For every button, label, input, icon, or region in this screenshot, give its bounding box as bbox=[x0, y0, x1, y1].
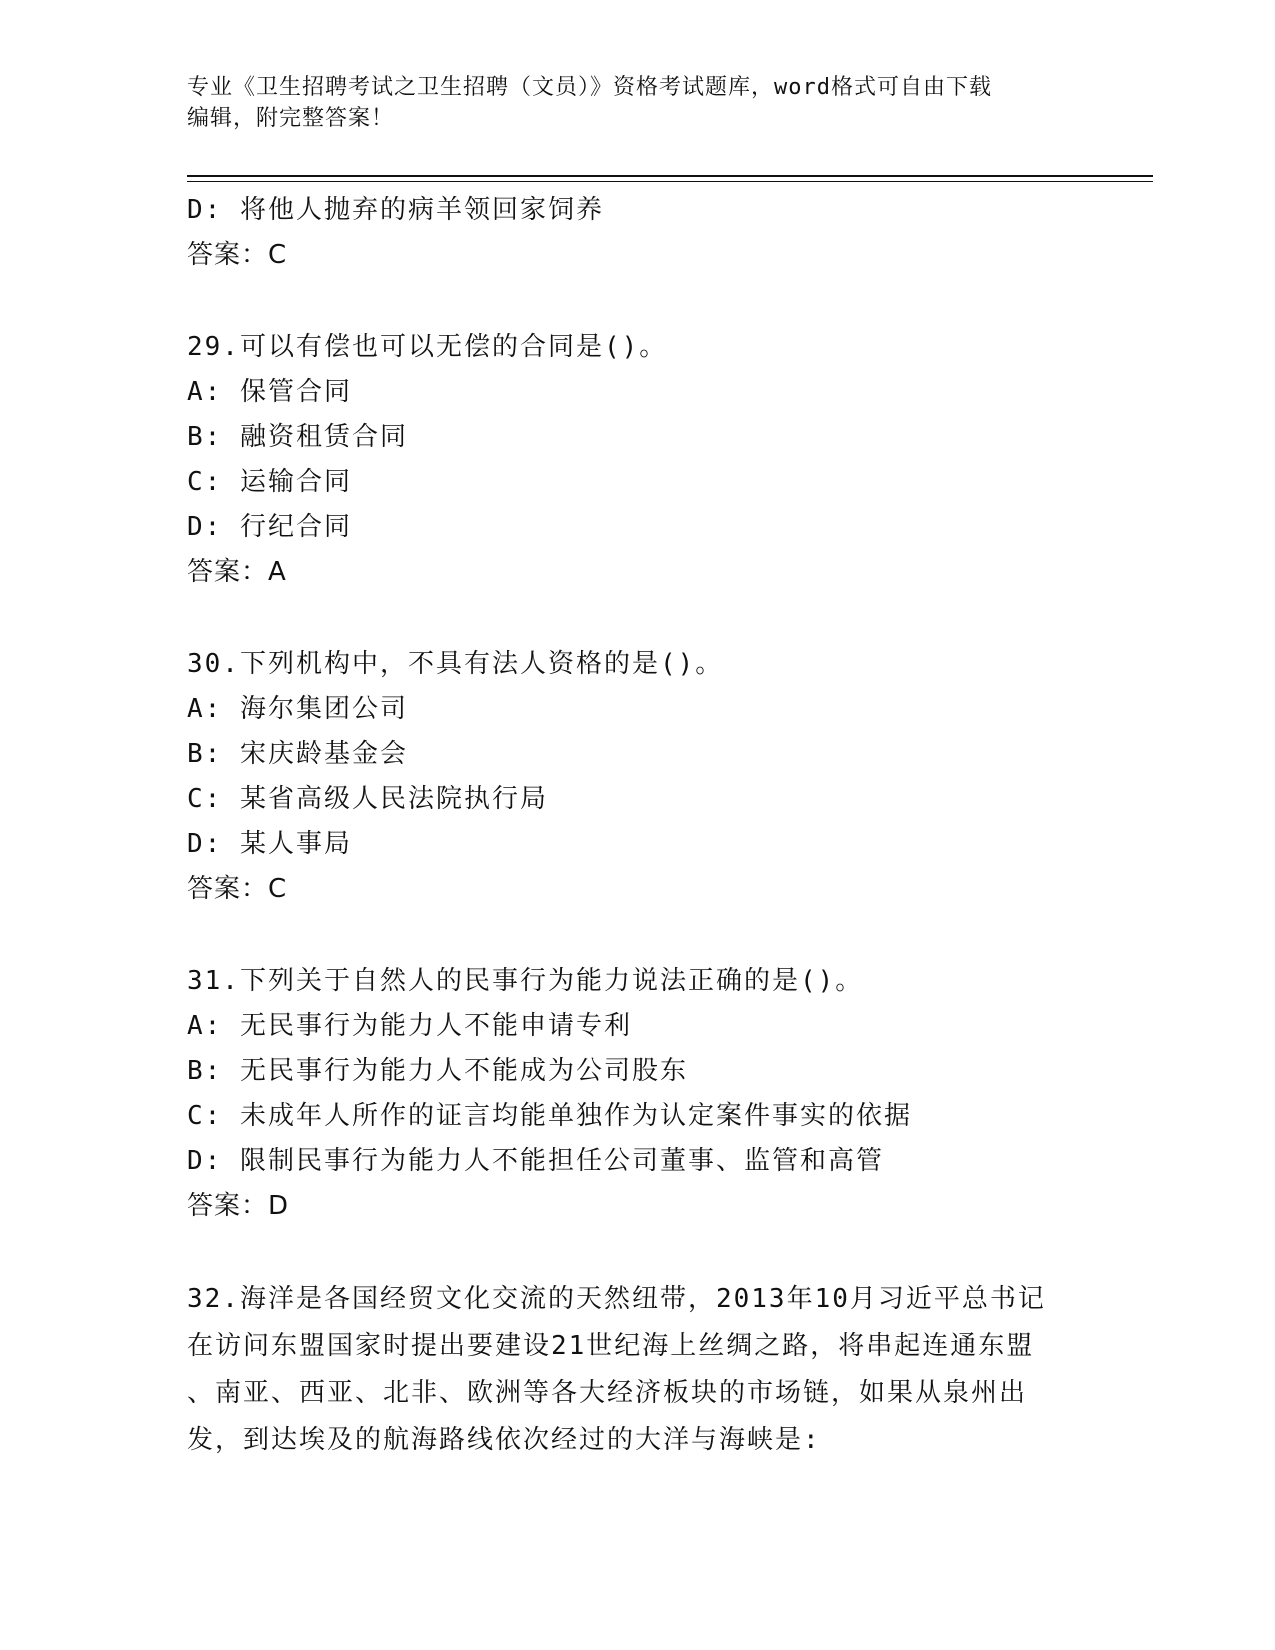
question-32-line-3: 、南亚、西亚、北非、欧洲等各大经济板块的市场链，如果从泉州出 bbox=[187, 1378, 1028, 1408]
question-30 bbox=[187, 642, 1087, 912]
question-stem: 31.下列关于自然人的民事行为能力说法正确的是()。 bbox=[187, 966, 864, 996]
option-b: B: 宋庆龄基金会 bbox=[187, 739, 408, 769]
question-31 bbox=[187, 959, 1087, 1229]
carryover-answer: 答案：C bbox=[187, 240, 288, 270]
option-a: A: 海尔集团公司 bbox=[187, 694, 408, 724]
option-c: C: 未成年人所作的证言均能单独作为认定案件事实的依据 bbox=[187, 1101, 912, 1131]
header-divider-thin bbox=[187, 181, 1153, 182]
spacer bbox=[187, 278, 1087, 325]
document-header bbox=[187, 72, 1067, 134]
question-32-line-1: 32.海洋是各国经贸文化交流的天然纽带，2013年10月习近平总书记 bbox=[187, 1284, 1046, 1314]
option-d: D: 某人事局 bbox=[187, 829, 352, 859]
answer: 答案：A bbox=[187, 557, 287, 587]
option-d: D: 行纪合同 bbox=[187, 512, 352, 542]
question-stem: 30.下列机构中，不具有法人资格的是()。 bbox=[187, 649, 724, 679]
question-32-line-4: 发，到达埃及的航海路线依次经过的大洋与海峡是: bbox=[187, 1425, 821, 1455]
answer: 答案：C bbox=[187, 874, 288, 904]
question-stem: 29.可以有偿也可以无偿的合同是()。 bbox=[187, 332, 668, 362]
question-32 bbox=[187, 1276, 1087, 1464]
document-body bbox=[187, 188, 1087, 1464]
option-a: A: 无民事行为能力人不能申请专利 bbox=[187, 1011, 632, 1041]
header-divider-thick bbox=[187, 175, 1153, 177]
option-a: A: 保管合同 bbox=[187, 377, 352, 407]
header-line-1: 专业《卫生招聘考试之卫生招聘（文员）》资格考试题库，word格式可自由下载 bbox=[187, 75, 992, 100]
answer: 答案：D bbox=[187, 1191, 290, 1221]
question-32-line-2: 在访问东盟国家时提出要建设21世纪海上丝绸之路，将串起连通东盟 bbox=[187, 1331, 1035, 1361]
header-line-2: 编辑，附完整答案！ bbox=[187, 106, 395, 131]
spacer bbox=[187, 595, 1087, 642]
spacer bbox=[187, 1229, 1087, 1276]
option-d: D: 限制民事行为能力人不能担任公司董事、监管和高管 bbox=[187, 1146, 884, 1176]
carryover-option-d: D: 将他人抛弃的病羊领回家饲养 bbox=[187, 195, 604, 225]
question-29 bbox=[187, 325, 1087, 595]
option-b: B: 无民事行为能力人不能成为公司股东 bbox=[187, 1056, 688, 1086]
option-c: C: 某省高级人民法院执行局 bbox=[187, 784, 548, 814]
option-c: C: 运输合同 bbox=[187, 467, 352, 497]
option-b: B: 融资租赁合同 bbox=[187, 422, 408, 452]
spacer bbox=[187, 912, 1087, 959]
